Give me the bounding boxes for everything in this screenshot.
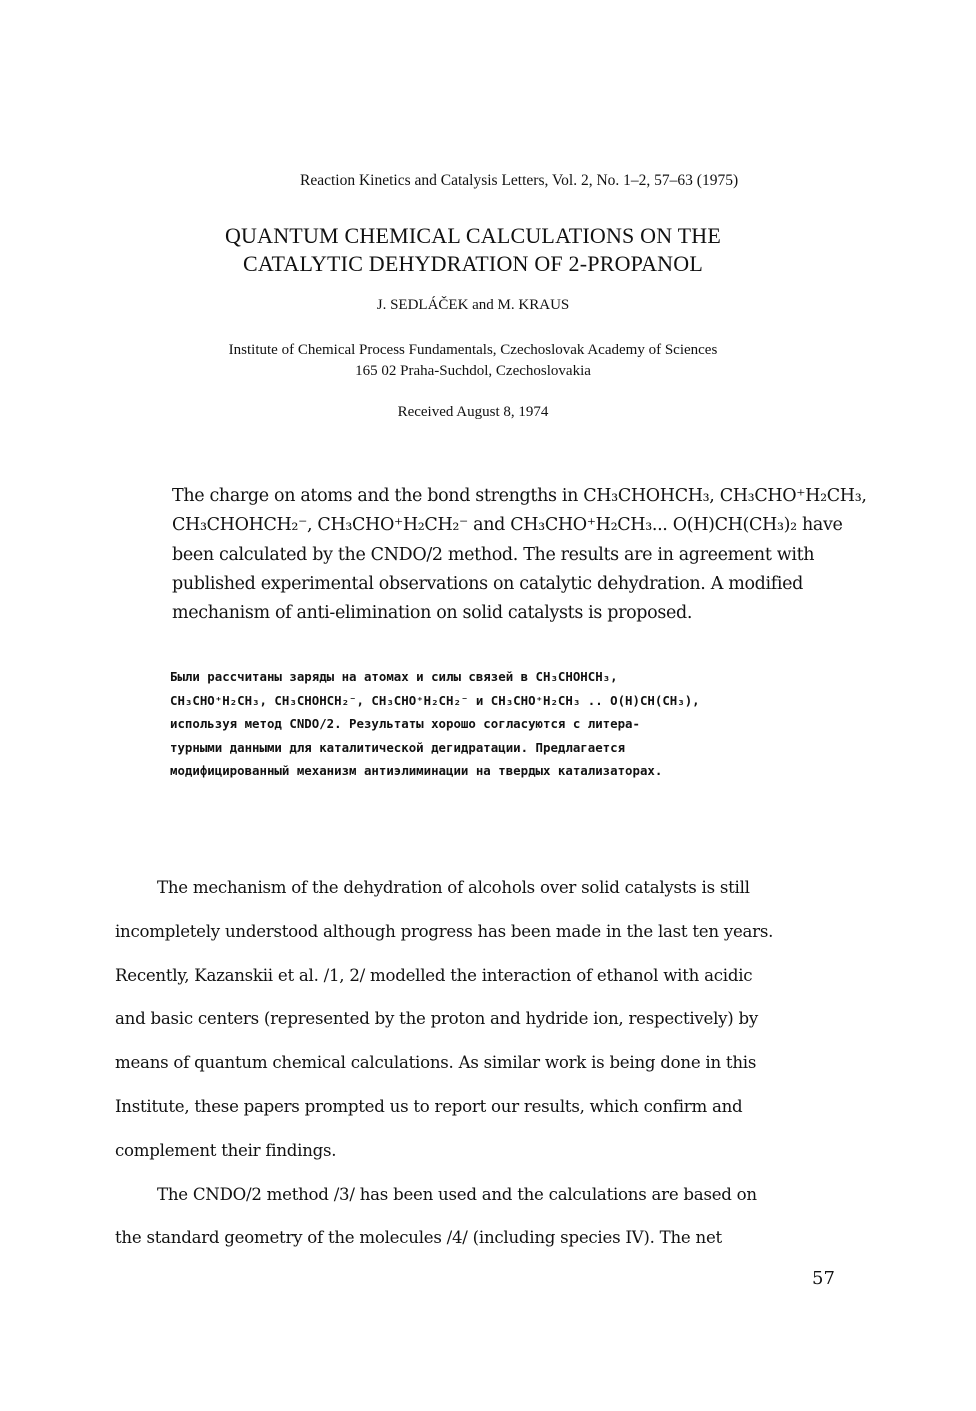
abstract-ru-line: Были рассчитаны заряды на атомах и силы связей в CH₃CHOHCH₃, xyxy=(170,669,618,684)
affiliation xyxy=(0,340,946,382)
abstract-ru-line: модифицированный механизм антиэлиминации на твердых катализаторах. xyxy=(170,763,663,778)
body-line: Institute, these papers prompted us to report our results, which confirm and xyxy=(115,1096,743,1116)
affiliation-line-1: Institute of Chemical Process Fundamentals, Czechoslovak Academy of Sciences xyxy=(228,342,718,358)
affiliation-line-2: 165 02 Praha-Suchdol, Czechoslovakia xyxy=(355,363,591,379)
body-line: The CNDO/2 method /3/ has been used and the calculations are based on xyxy=(157,1184,757,1204)
title-line-1: QUANTUM CHEMICAL CALCULATIONS ON THE xyxy=(224,223,722,248)
journal-citation: Reaction Kinetics and Catalysis Letters, Vol. 2, No. 1–2, 57–63 (1975) xyxy=(300,172,739,189)
body-line: Recently, Kazanskii et al. /1, 2/ modelled the interaction of ethanol with acidic xyxy=(115,965,753,985)
abstract-ru-line: турными данными для каталитической дегидратации. Предлагается xyxy=(170,739,626,755)
title-line-2: CATALYTIC DEHYDRATION OF 2-PROPANOL xyxy=(243,251,703,276)
body-line: the standard geometry of the molecules /4/ (including species IV). The net xyxy=(115,1228,722,1248)
body-line: complement their findings. xyxy=(115,1140,337,1160)
abstract-ru-line: используя метод CNDO/2. Результаты хорошо согласуются с литера- xyxy=(170,716,640,731)
received-date: Received August 8, 1974 xyxy=(397,404,549,420)
abstract-english xyxy=(172,482,872,628)
body-line: and basic centers (represented by the proton and hydride ion, respectively) by xyxy=(115,1009,759,1029)
author-list: J. SEDLÁČEK and M. KRAUS xyxy=(376,297,570,313)
body-line: means of quantum chemical calculations. As similar work is being done in this xyxy=(115,1053,757,1073)
abstract-russian xyxy=(170,665,870,783)
abstract-en-line: CH₃CHOHCH₂⁻, CH₃CHO⁺H₂CH₂⁻ and CH₃CHO⁺H₂CH₃... O(H)CH(CH₃)₂ have xyxy=(172,515,843,536)
abstract-en-line: published experimental observations on catalytic dehydration. A modified xyxy=(172,573,803,594)
body-line: The mechanism of the dehydration of alcohols over solid catalysts is still xyxy=(157,878,750,897)
article-title xyxy=(0,222,946,278)
body-line: incompletely understood although progress has been made in the last ten years. xyxy=(115,921,774,941)
abstract-en-line: mechanism of anti-elimination on solid catalysts is proposed. xyxy=(172,603,693,624)
abstract-en-line: The charge on atoms and the bond strengths in CH₃CHOHCH₃, CH₃CHO⁺H₂CH₃, xyxy=(172,486,867,506)
page-number: 57 xyxy=(812,1268,835,1289)
body-text xyxy=(115,866,835,1260)
abstract-en-line: been calculated by the CNDO/2 method. The results are in agreement with xyxy=(172,544,815,565)
abstract-ru-line: CH₃CHO⁺H₂CH₃, CH₃CHOHCH₂⁻, CH₃CHO⁺H₂CH₂⁻ и CH₃CHO⁺H₂CH₃ .. O(H)CH(CH₃), xyxy=(170,692,700,708)
